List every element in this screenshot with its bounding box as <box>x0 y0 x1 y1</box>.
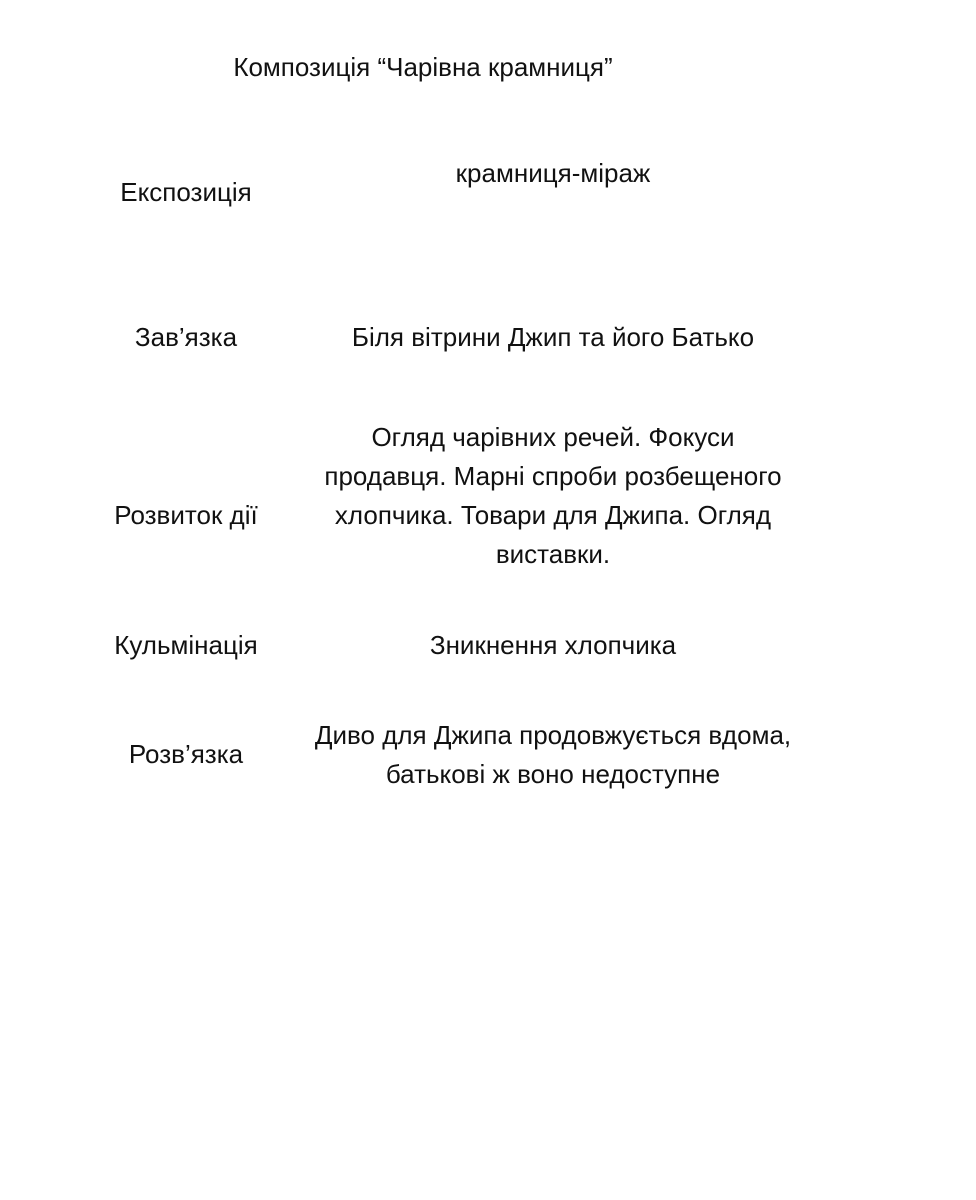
stage-description: крамниця-міраж <box>455 158 651 188</box>
composition-row-climax <box>0 626 976 666</box>
composition-row-resolution <box>0 716 976 796</box>
stage-label: Кульмінація <box>114 630 258 660</box>
composition-row-development <box>0 418 976 578</box>
stage-description: Зникнення хлопчика <box>429 630 677 660</box>
composition-row-rising <box>0 318 976 358</box>
stage-label: Розвиток дії <box>114 500 258 530</box>
stage-label: Експозиція <box>120 177 252 207</box>
stage-label: Розв’язка <box>128 739 244 769</box>
stage-description: Біля вітрини Джип та його Батько <box>351 322 755 352</box>
stage-label: Зав’язка <box>134 322 238 352</box>
stage-description: Огляд чарівних речей. Фокуси продавця. Марні спроби розбещеного хлопчика. Товари для Джипа. Огляд виставки. <box>324 422 782 569</box>
stage-description: Диво для Джипа продовжується вдома, батькові ж воно недоступне <box>314 720 792 789</box>
composition-row-exposition <box>0 154 976 234</box>
document-title: Композиція “Чарівна крамниця” <box>233 52 613 82</box>
